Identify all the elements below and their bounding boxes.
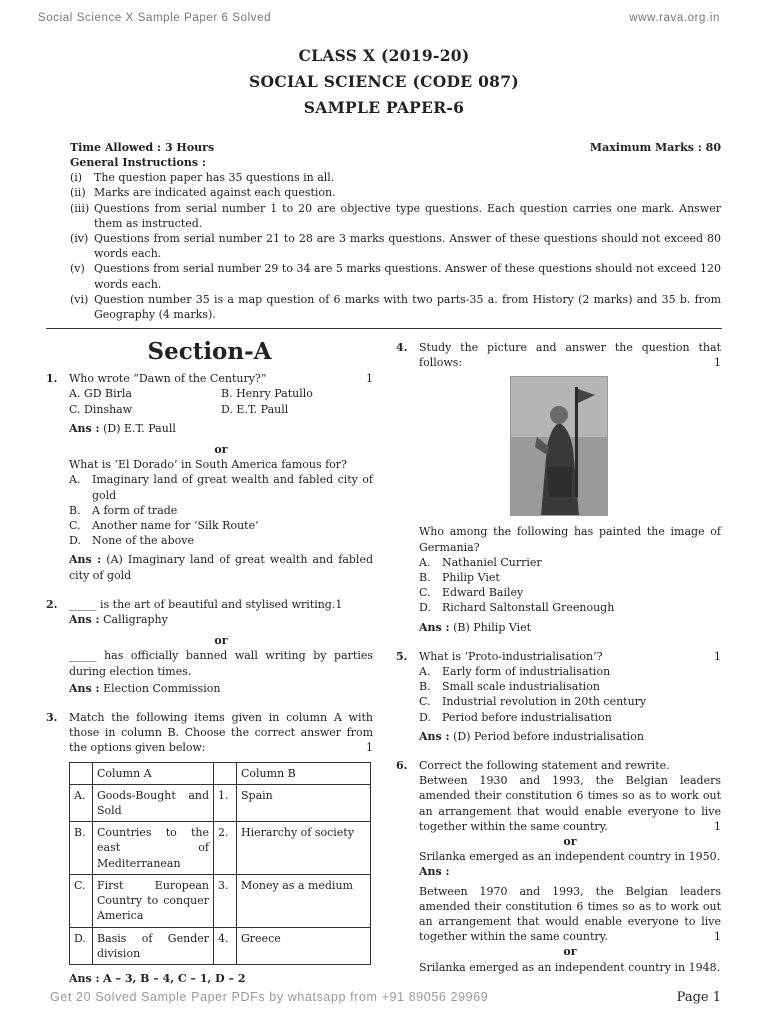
row-number: 3. [214, 874, 237, 927]
answer-statement: Between 1970 and 1993, the Belgian leaders amended their constitution 6 times so as to work out an arrangement that would enable everyone to live together within the same country. [419, 884, 721, 944]
marks: 1 [366, 741, 373, 755]
ins-text: Questions from serial number 1 to 20 are objective type questions. Each question carries one mark. Answer them as instructed. [94, 201, 721, 230]
row-letter: A. [70, 784, 93, 821]
divider [46, 328, 722, 329]
option: A. GD Birla [69, 387, 132, 401]
question-2 [46, 597, 373, 612]
option-letter: A. [419, 665, 431, 679]
title-paper: SAMPLE PAPER-6 [303, 98, 465, 117]
option: B. Henry Patullo [221, 387, 313, 401]
option-text: Imaginary land of great wealth and fabled city of gold [92, 473, 373, 502]
row-number: 4. [214, 927, 237, 964]
question-text: What is ‘Proto-industrialisation’? [419, 649, 603, 663]
answer-label: Ans : [419, 865, 450, 879]
table-row [70, 784, 371, 821]
option-text: None of the above [92, 534, 194, 548]
answer: Ans : Election Commission [69, 681, 221, 695]
column-a-cell: First European Country to conquer America [93, 874, 214, 927]
ins-num: (iv) [70, 232, 89, 246]
ins-text: The question paper has 35 questions in all. [94, 171, 335, 185]
marks: 1 [335, 597, 343, 611]
column-a-cell: Goods-Bought and Sold [93, 784, 214, 821]
question-text: What is ‘El Dorado’ in South America famous for? [69, 458, 347, 472]
marks: 1 [714, 356, 721, 370]
column-b-cell: Greece [237, 927, 371, 964]
question-text: Correct the following statement and rewrite. [419, 759, 670, 773]
option: C. Dinshaw [69, 402, 133, 416]
instructions-block [70, 140, 721, 322]
column-a-cell: Basis of Gender division [93, 927, 214, 964]
row-number: 2. [214, 822, 237, 875]
ins-text: Questions from serial number 29 to 34 are 5 marks questions. Answer of these questions should not exceed 120 words each. [94, 262, 721, 291]
time-allowed: Time Allowed : 3 Hours [70, 141, 215, 154]
column-a-header: Column A [93, 762, 214, 784]
column-b-cell: Hierarchy of society [237, 822, 371, 875]
right-column [396, 340, 721, 975]
q1-options [69, 386, 373, 582]
table-header [70, 762, 371, 784]
answer: Ans : Calligraphy [69, 613, 168, 627]
option-letter: D. [419, 710, 431, 724]
answer-statement: Srilanka emerged as an independent country in 1948. [419, 960, 721, 974]
option-text: Industrial revolution in 20th century [442, 695, 647, 709]
option-letter: B. [69, 503, 81, 517]
row-number: 1. [214, 784, 237, 821]
question-text: Match the following items given in column A with those in column B. Choose the correct answer from the options given below: [69, 711, 373, 755]
question-text: Study the picture and answer the question that follows: [419, 341, 721, 370]
ins-num: (v) [70, 262, 85, 276]
marks: 1 [714, 930, 721, 944]
ins-text: Marks are indicated against each question. [94, 186, 336, 200]
match-table [69, 762, 371, 965]
option-text: A form of trade [92, 503, 178, 517]
column-b-header: Column B [237, 762, 371, 784]
header-url[interactable]: www.rava.org.in [629, 12, 720, 24]
or-separator: or [563, 835, 577, 849]
page-number: Page 1 [676, 990, 721, 1005]
answer: Ans : (B) Philip Viet [419, 620, 532, 634]
footer [50, 990, 721, 1008]
marks: 1 [714, 819, 721, 833]
question-3 [46, 710, 373, 756]
answer: Ans : (D) E.T. Paull [69, 421, 176, 435]
left-column [46, 338, 373, 986]
statement: Between 1930 and 1993, the Belgian leaders amended their constitution 6 times so as to work out an arrangement that would enable everyone to live together within the same country. [419, 774, 721, 833]
table-row [70, 927, 371, 964]
question-number: 4. [396, 341, 408, 354]
germania-picture [510, 376, 608, 516]
ins-num: (ii) [70, 186, 86, 200]
question-number: 2. [46, 597, 58, 611]
answer: Ans : A – 3, B – 4, C – 1, D – 2 [69, 971, 246, 985]
option-text: Nathaniel Currier [442, 555, 542, 569]
option-letter: C. [69, 519, 81, 533]
general-instructions-label: General Instructions : [70, 156, 206, 169]
title-subject: SOCIAL SCIENCE (CODE 087) [249, 72, 519, 91]
running-header [38, 12, 720, 28]
row-letter: B. [70, 822, 93, 875]
question-5 [396, 649, 721, 664]
row-letter: D. [70, 927, 93, 964]
footer-whatsapp-text[interactable]: Get 20 Solved Sample Paper PDFs by whatsapp from +91 89056 29969 [50, 990, 489, 1004]
question-text: Who among the following has painted the image of Germania? [419, 525, 721, 554]
ins-text: Questions from serial number 21 to 28 are 3 marks questions. Answer of these questions should not exceed 80 words each. [94, 232, 721, 261]
option-letter: B. [419, 571, 431, 585]
option-text: Period before industrialisation [442, 710, 612, 724]
column-a-cell: Countries to the east of Mediterranean [93, 822, 214, 875]
question-text: _____ is the art of beautiful and stylised writing. [69, 597, 336, 611]
section-heading: Section-A [147, 338, 272, 365]
title-class: CLASS X (2019-20) [298, 46, 470, 65]
or-separator: or [214, 443, 228, 457]
option-text: Edward Bailey [442, 586, 524, 600]
table-row [70, 874, 371, 927]
question-number: 1. [46, 372, 58, 386]
question-4 [396, 340, 721, 370]
row-letter: C. [70, 874, 93, 927]
option-text: Richard Saltonstall Greenough [442, 601, 615, 615]
question-number: 5. [396, 649, 408, 663]
answer: Ans : (A) Imaginary land of great wealth and fabled city of gold [69, 553, 373, 582]
option-text: Philip Viet [442, 571, 500, 585]
question-1 [46, 371, 373, 386]
question-text: _____ has officially banned wall writing by parties during election times. [69, 649, 373, 678]
option-letter: B. [419, 680, 431, 694]
answer: Ans : (D) Period before industrialisation [419, 729, 644, 743]
option-letter: A. [69, 473, 81, 487]
option-letter: C. [419, 695, 431, 709]
option-letter: A. [419, 555, 431, 569]
question-number: 6. [396, 759, 408, 773]
ins-text: Question number 35 is a map question of 6 marks with two parts-35 a. from History (2 marks) and 35 b. from Geography (4 marks). [94, 292, 721, 322]
or-separator: or [214, 634, 228, 648]
option-text: Small scale industrialisation [442, 680, 600, 694]
option-letter: C. [419, 586, 431, 600]
statement: Srilanka emerged as an independent country in 1950. [419, 850, 721, 864]
question-number: 3. [46, 711, 58, 725]
column-b-cell: Money as a medium [237, 874, 371, 927]
option-letter: D. [69, 534, 81, 548]
header-left: Social Science X Sample Paper 6 Solved [38, 12, 272, 24]
question-text: Who wrote “Dawn of the Century?” [69, 372, 267, 386]
or-separator: or [563, 945, 577, 959]
option-letter: D. [419, 601, 431, 615]
table-row [70, 822, 371, 875]
question-6 [396, 758, 721, 773]
marks: 1 [714, 649, 721, 663]
marks: 1 [366, 372, 373, 386]
option-text: Another name for ‘Silk Route’ [92, 519, 259, 533]
ins-num: (iii) [70, 201, 90, 215]
option: D. E.T. Paull [221, 402, 289, 416]
option-text: Early form of industrialisation [442, 665, 611, 679]
max-marks: Maximum Marks : 80 [589, 141, 721, 154]
ins-num: (i) [70, 171, 83, 185]
ins-num: (vi) [70, 292, 89, 306]
column-b-cell: Spain [237, 784, 371, 821]
